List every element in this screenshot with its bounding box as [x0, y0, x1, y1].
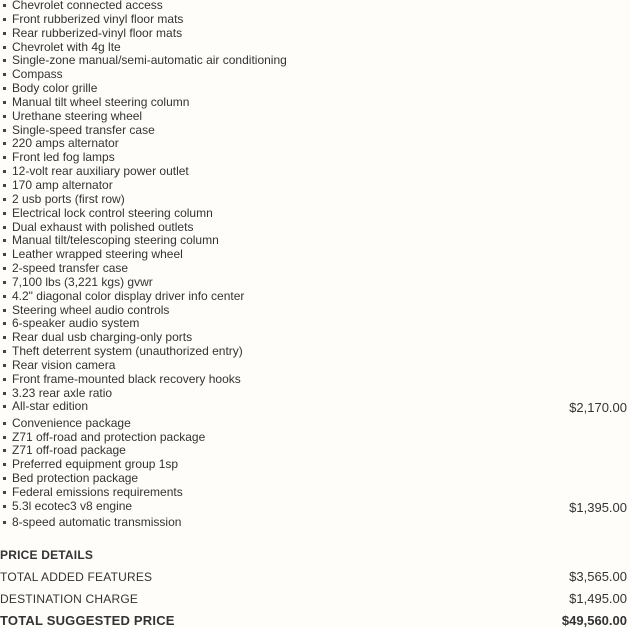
total-suggested-price-value: $49,560.00 — [561, 613, 627, 628]
feature-label: 170 amp alternator — [12, 177, 113, 192]
total-added-features-row — [0, 566, 630, 588]
total-added-features-value: $3,565.00 — [569, 569, 627, 584]
feature-label: Front led fog lamps — [12, 150, 115, 165]
feature-item — [0, 359, 630, 373]
feature-label: Z71 off-road and protection package — [12, 429, 206, 444]
bullet-icon — [3, 46, 6, 49]
bullet-icon — [3, 253, 6, 256]
feature-item — [0, 290, 630, 304]
feature-item — [0, 151, 630, 165]
feature-label: Chevrolet with 4g lte — [12, 39, 121, 54]
feature-item — [0, 417, 630, 431]
bullet-icon — [3, 295, 6, 298]
feature-item — [0, 27, 630, 41]
feature-label: 7,100 lbs (3,221 kgs) gvwr — [12, 274, 153, 289]
bullet-icon — [3, 226, 6, 229]
feature-label: 8-speed automatic transmission — [12, 514, 182, 529]
feature-item — [0, 317, 630, 331]
bullet-icon — [3, 364, 6, 367]
bullet-icon — [3, 73, 6, 76]
destination-charge-row — [0, 588, 630, 610]
bullet-icon — [3, 322, 6, 325]
feature-item — [0, 262, 630, 276]
feature-item — [0, 234, 630, 248]
bullet-icon — [3, 463, 6, 466]
feature-item — [0, 400, 630, 416]
price-details-heading: PRICE DETAILS — [0, 548, 94, 562]
bullet-icon — [3, 392, 6, 395]
bullet-icon — [3, 184, 6, 187]
bullet-icon — [3, 521, 6, 524]
feature-item — [0, 444, 630, 458]
bullet-icon — [3, 129, 6, 132]
bullet-icon — [3, 405, 6, 408]
bullet-icon — [3, 198, 6, 201]
feature-item — [0, 41, 630, 55]
total-added-features-label: TOTAL ADDED FEATURES — [0, 570, 153, 584]
bullet-icon — [3, 436, 6, 439]
destination-charge-label: DESTINATION CHARGE — [0, 592, 139, 606]
feature-item — [0, 500, 630, 516]
feature-item — [0, 472, 630, 486]
feature-label: Rear rubberized-vinyl floor mats — [12, 25, 183, 40]
total-suggested-price-row — [0, 610, 630, 628]
feature-item — [0, 331, 630, 345]
bullet-icon — [3, 505, 6, 508]
feature-label: 6-speaker audio system — [12, 316, 140, 331]
feature-label: 2 usb ports (first row) — [12, 191, 125, 206]
feature-item — [0, 516, 630, 530]
feature-item — [0, 179, 630, 193]
feature-item — [0, 13, 630, 27]
feature-item — [0, 304, 630, 318]
feature-item — [0, 124, 630, 138]
feature-label: Urethane steering wheel — [12, 108, 143, 123]
feature-label: 2-speed transfer case — [12, 261, 129, 276]
feature-item — [0, 248, 630, 262]
feature-item — [0, 96, 630, 110]
feature-label: Front rubberized vinyl floor mats — [12, 11, 184, 26]
feature-item — [0, 54, 630, 68]
feature-label: 12-volt rear auxiliary power outlet — [12, 164, 189, 179]
feature-label: All-star edition — [12, 399, 89, 414]
feature-label: Theft deterrent system (unauthorized entry) — [12, 344, 243, 359]
bullet-icon — [3, 4, 6, 7]
feature-price: $2,170.00 — [569, 400, 627, 416]
feature-item — [0, 137, 630, 151]
destination-charge-value: $1,495.00 — [569, 591, 627, 606]
price-details-section — [0, 548, 630, 628]
bullet-icon — [3, 309, 6, 312]
feature-label: Single-speed transfer case — [12, 122, 155, 137]
feature-item — [0, 345, 630, 359]
feature-item — [0, 387, 630, 401]
total-suggested-price-label: TOTAL SUGGESTED PRICE — [0, 613, 175, 628]
feature-item — [0, 68, 630, 82]
feature-label: Z71 off-road package — [12, 443, 126, 458]
feature-item — [0, 165, 630, 179]
feature-label: Rear vision camera — [12, 357, 116, 372]
feature-label: 4.2" diagonal color display driver info center — [12, 288, 245, 303]
feature-item — [0, 207, 630, 221]
feature-label: Leather wrapped steering wheel — [12, 247, 183, 262]
bullet-icon — [3, 281, 6, 284]
bullet-icon — [3, 115, 6, 118]
feature-label: Rear dual usb charging-only ports — [12, 330, 193, 345]
feature-item — [0, 82, 630, 96]
bullet-icon — [3, 87, 6, 90]
bullet-icon — [3, 267, 6, 270]
bullet-icon — [3, 59, 6, 62]
feature-item — [0, 276, 630, 290]
feature-item — [0, 373, 630, 387]
feature-item — [0, 458, 630, 472]
feature-item — [0, 221, 630, 235]
feature-label: Manual tilt wheel steering column — [12, 94, 190, 109]
bullet-icon — [3, 142, 6, 145]
bullet-icon — [3, 18, 6, 21]
feature-item — [0, 486, 630, 500]
feature-label: Chevrolet connected access — [12, 0, 163, 12]
feature-label: 5.3l ecotec3 v8 engine — [12, 498, 133, 513]
feature-label: 220 amps alternator — [12, 136, 119, 151]
feature-label: Compass — [12, 67, 63, 82]
bullet-icon — [3, 422, 6, 425]
feature-label: Federal emissions requirements — [12, 484, 183, 499]
bullet-icon — [3, 491, 6, 494]
bullet-icon — [3, 449, 6, 452]
feature-item — [0, 193, 630, 207]
feature-label: Dual exhaust with polished outlets — [12, 219, 194, 234]
feature-label: 3.23 rear axle ratio — [12, 385, 113, 400]
feature-label: Preferred equipment group 1sp — [12, 457, 179, 472]
bullet-icon — [3, 336, 6, 339]
feature-item — [0, 431, 630, 445]
feature-label: Body color grille — [12, 81, 98, 96]
bullet-icon — [3, 477, 6, 480]
feature-price: $1,395.00 — [569, 499, 627, 515]
feature-label: Front frame-mounted black recovery hooks — [12, 371, 241, 386]
feature-label: Single-zone manual/semi-automatic air conditioning — [12, 53, 287, 68]
bullet-icon — [3, 170, 6, 173]
feature-label: Convenience package — [12, 415, 131, 430]
bullet-icon — [3, 378, 6, 381]
feature-label: Steering wheel audio controls — [12, 302, 170, 317]
bullet-icon — [3, 350, 6, 353]
bullet-icon — [3, 212, 6, 215]
feature-item — [0, 110, 630, 124]
bullet-icon — [3, 101, 6, 104]
feature-label: Bed protection package — [12, 471, 139, 486]
bullet-icon — [3, 32, 6, 35]
feature-label: Electrical lock control steering column — [12, 205, 213, 220]
feature-label: Manual tilt/telescoping steering column — [12, 233, 219, 248]
bullet-icon — [3, 239, 6, 242]
bullet-icon — [3, 156, 6, 159]
